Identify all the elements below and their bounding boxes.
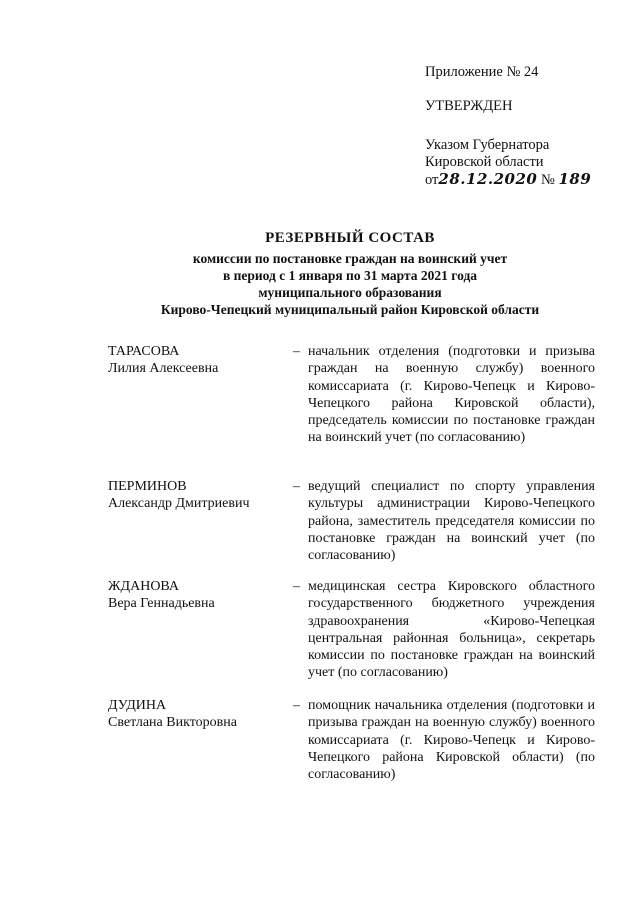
member-given-names: Лилия Алексеевна — [108, 361, 219, 377]
title-line-2: в период с 1 января по 31 марта 2021 года — [222, 268, 478, 283]
member-role: помощник начальника отделения (подготовки и призыва граждан на военную службу) военного комиссариата (г. Кирово-Чепецк и Кирово-Чепецкого района Кировской области) (по согласованию) — [308, 698, 595, 783]
member-name — [108, 697, 283, 732]
member-name — [108, 343, 283, 378]
title-main: РЕЗЕРВНЫЙ СОСТАВ — [265, 230, 435, 246]
date-prefix: от — [425, 172, 439, 188]
title-line-1: комиссии по постановке граждан на воинский учет — [192, 251, 508, 266]
member-dash: – — [293, 579, 300, 594]
member-role: медицинская сестра Кировского областного государственного бюджетного учреждения здравоохранения «Кирово-Чепецкая центральная районная больница», секретарь комиссии по постановке граждан на воинский учет (по согласованию) — [308, 579, 595, 681]
decree-line-1: Указом Губернатора — [425, 137, 550, 153]
handwritten-number: 189 — [558, 170, 592, 188]
approval-block — [425, 64, 625, 189]
member-role: начальник отделения (подготовки и призыва граждан на военную службу) военного комиссариата (г. Кирово-Чепецк и Кирово-Чепецкого района Кировской области), председатель комиссии по постановке граждан на воинский учет (по согласованию) — [308, 344, 595, 446]
title-line-4: Кирово-Чепецкий муниципальный район Кировской области — [160, 302, 540, 317]
member-role: ведущий специалист по спорту управления культуры администрации Кирово-Чепецкого района, заместитель председателя комиссии по постановке граждан на воинский учет (по согласованию) — [308, 479, 595, 564]
handwritten-date: 28.12.2020 — [438, 170, 538, 188]
approved-stamp-text: УТВЕРЖДЕН — [425, 98, 513, 114]
member-given-names: Вера Геннадьевна — [108, 596, 215, 612]
decree-line-2: Кировской области — [425, 154, 544, 170]
appendix-number: Приложение № 24 — [425, 64, 539, 80]
member-given-names: Светлана Викторовна — [108, 715, 237, 731]
member-name — [108, 578, 283, 613]
number-prefix: № — [540, 172, 555, 188]
document-title — [100, 230, 600, 318]
decree-date-line — [425, 171, 625, 189]
member-surname: ПЕРМИНОВ — [108, 479, 187, 494]
member-dash: – — [293, 344, 300, 359]
member-given-names: Александр Дмитриевич — [108, 496, 250, 512]
member-surname: ДУДИНА — [108, 698, 167, 713]
title-line-3: муниципального образования — [258, 285, 442, 300]
member-surname: ТАРАСОВА — [108, 344, 180, 359]
member-dash: – — [293, 698, 300, 713]
member-surname: ЖДАНОВА — [108, 579, 179, 594]
member-name — [108, 478, 283, 513]
member-dash: – — [293, 479, 300, 494]
